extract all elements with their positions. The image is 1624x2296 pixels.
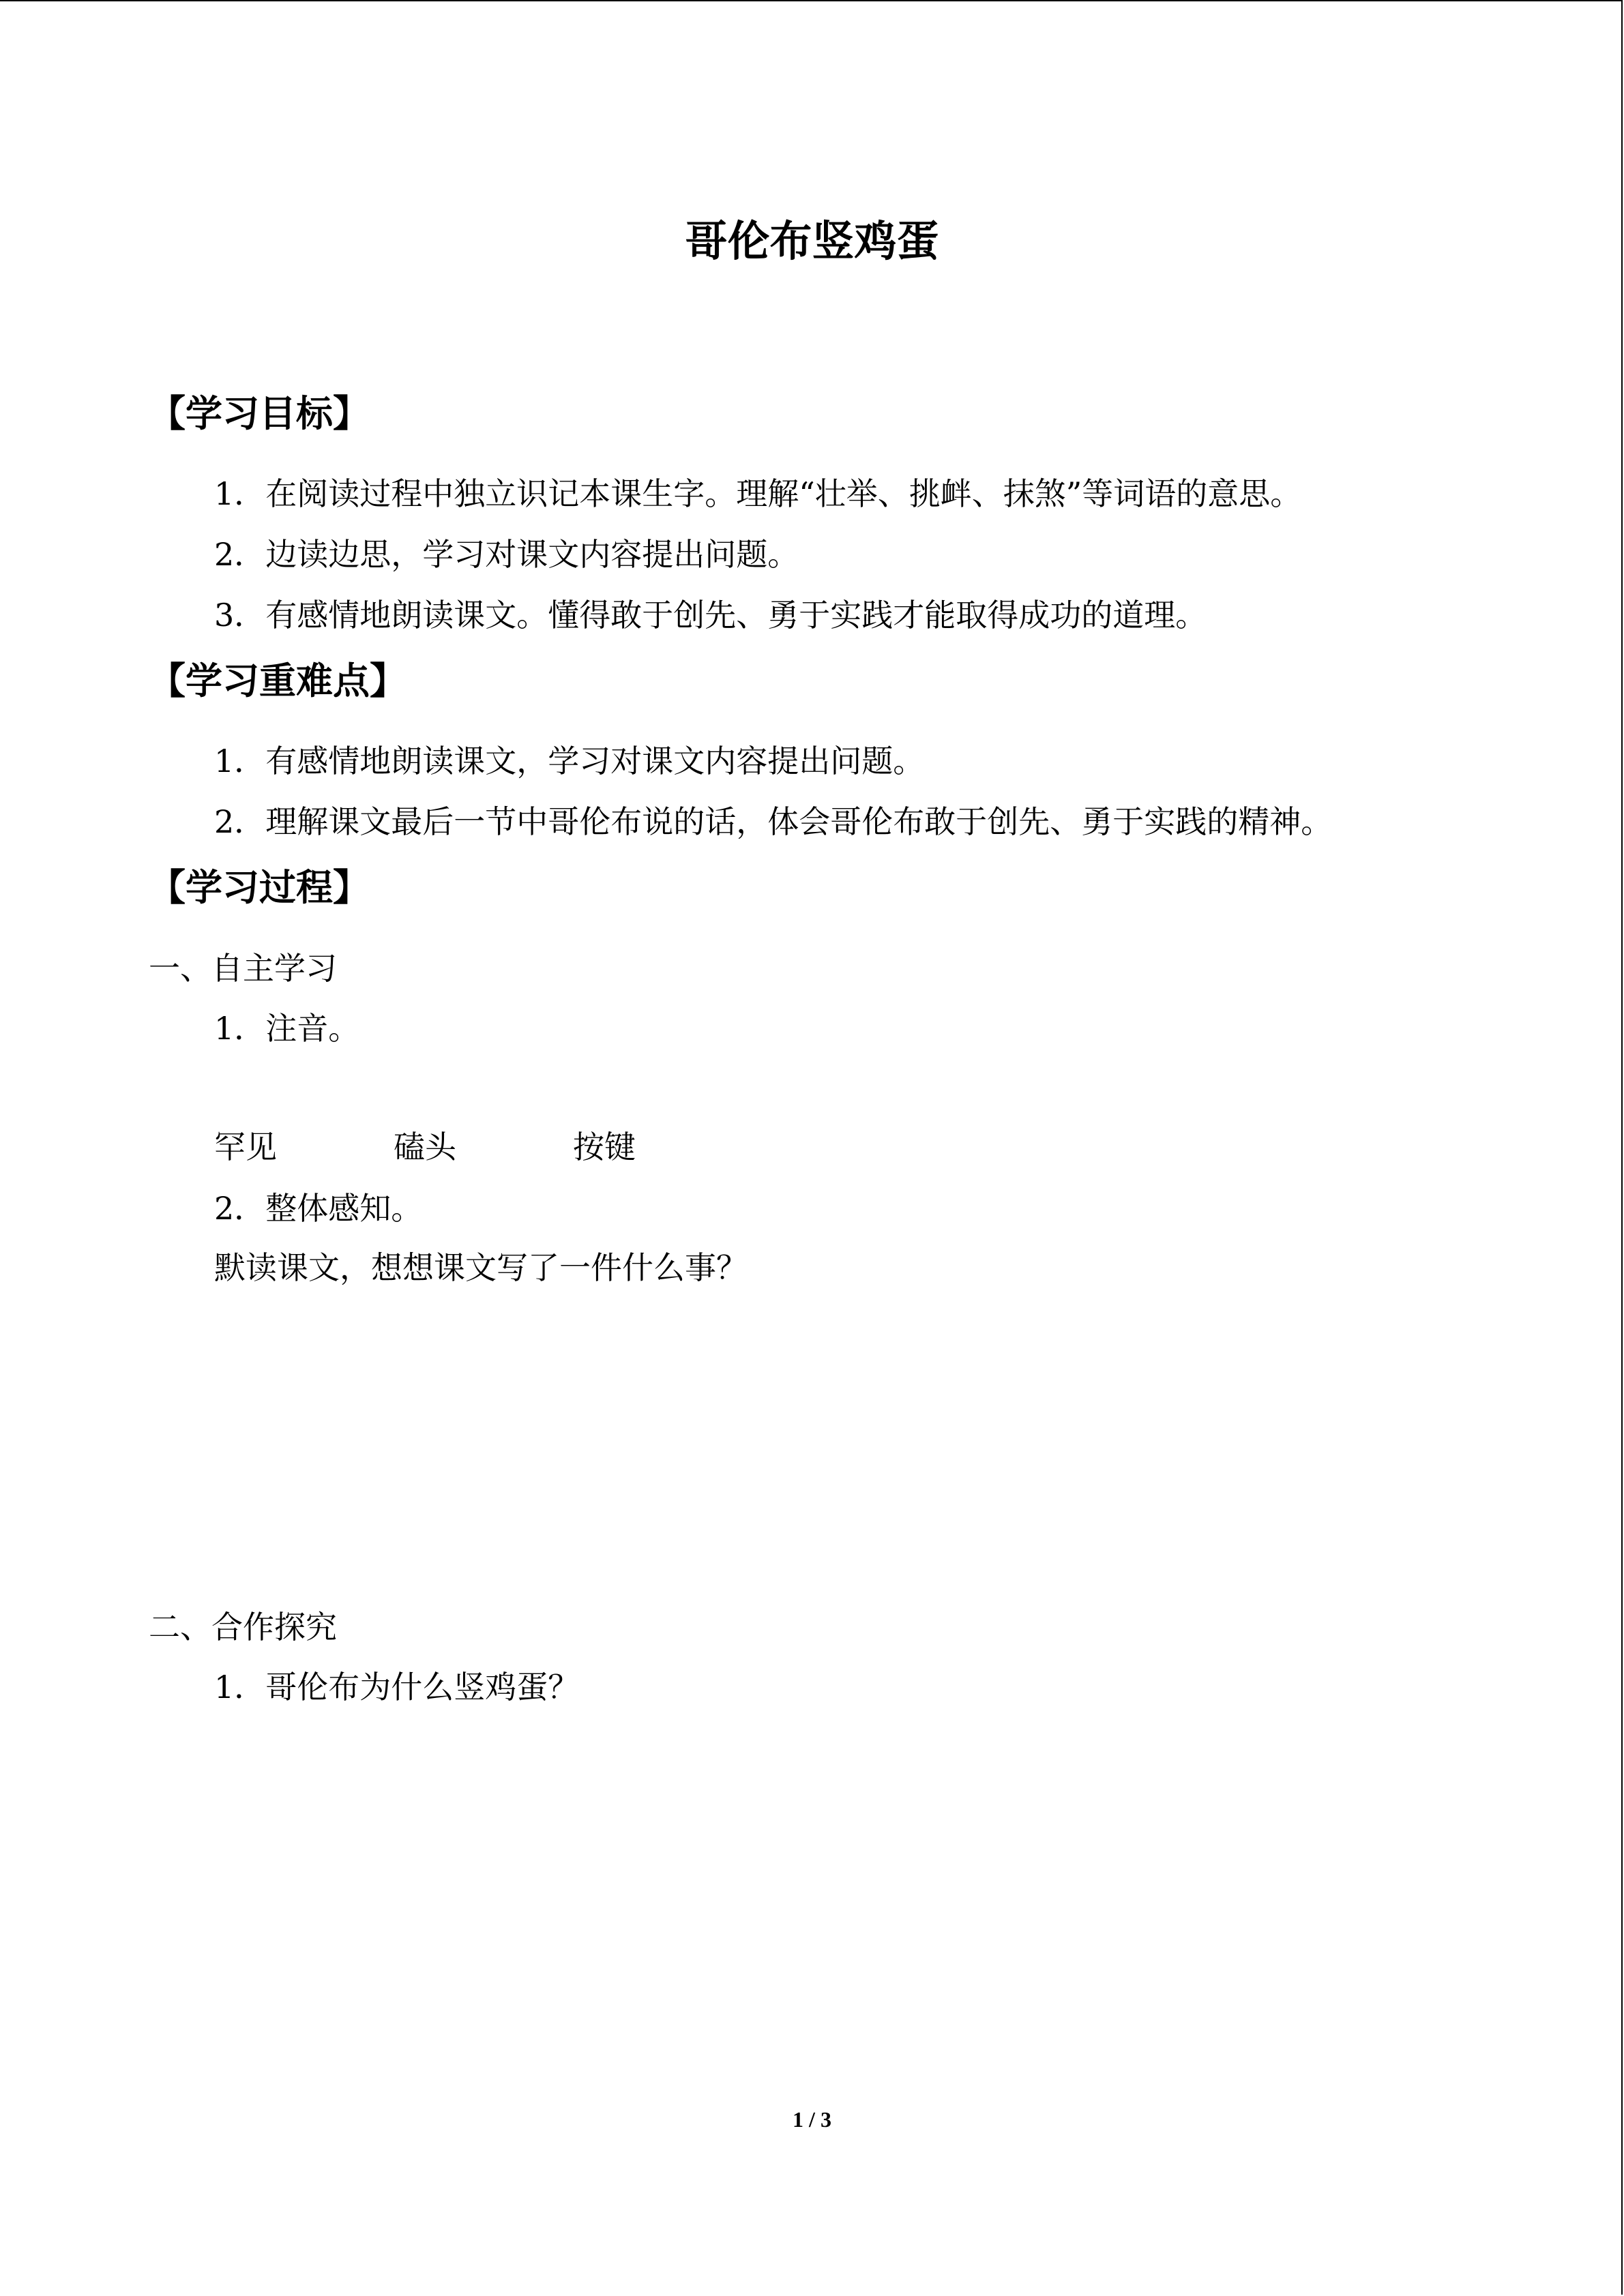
objective-item: 1．在阅读过程中独立识记本课生字。理解“壮举、挑衅、抹煞”等词语的意思。 <box>214 475 1302 512</box>
key-points-heading: 【学习重难点】 <box>149 659 407 702</box>
key-point-item: 2．理解课文最后一节中哥伦布说的话，体会哥伦布敢于创先、勇于实践的精神。 <box>214 803 1333 840</box>
pinyin-word: 按键 <box>573 1129 636 1165</box>
page-number: 1 / 3 <box>793 2107 831 2132</box>
pinyin-word: 罕见 <box>214 1129 277 1165</box>
part1-title: 一、自主学习 <box>149 950 337 987</box>
objectives-heading: 【学习目标】 <box>149 391 370 435</box>
part2-title: 二、合作探究 <box>149 1609 337 1645</box>
process-heading: 【学习过程】 <box>149 865 370 909</box>
objective-item: 3．有感情地朗读课文。懂得敢于创先、勇于实践才能取得成功的道理。 <box>214 597 1207 633</box>
objective-item: 2．边读边思，学习对课文内容提出问题。 <box>214 536 799 573</box>
key-point-item: 1．有感情地朗读课文，学习对课文内容提出问题。 <box>214 743 925 779</box>
pinyin-word: 磕头 <box>394 1129 456 1165</box>
part1-question-1: 1．注音。 <box>214 1010 360 1047</box>
document-title: 哥伦布竖鸡蛋 <box>685 216 939 266</box>
part1-question-2-prompt: 默读课文，想想课文写了一件什么事？ <box>214 1249 748 1286</box>
part2-question-1: 1．哥伦布为什么竖鸡蛋？ <box>214 1669 580 1705</box>
part1-question-2: 2．整体感知。 <box>214 1190 423 1227</box>
